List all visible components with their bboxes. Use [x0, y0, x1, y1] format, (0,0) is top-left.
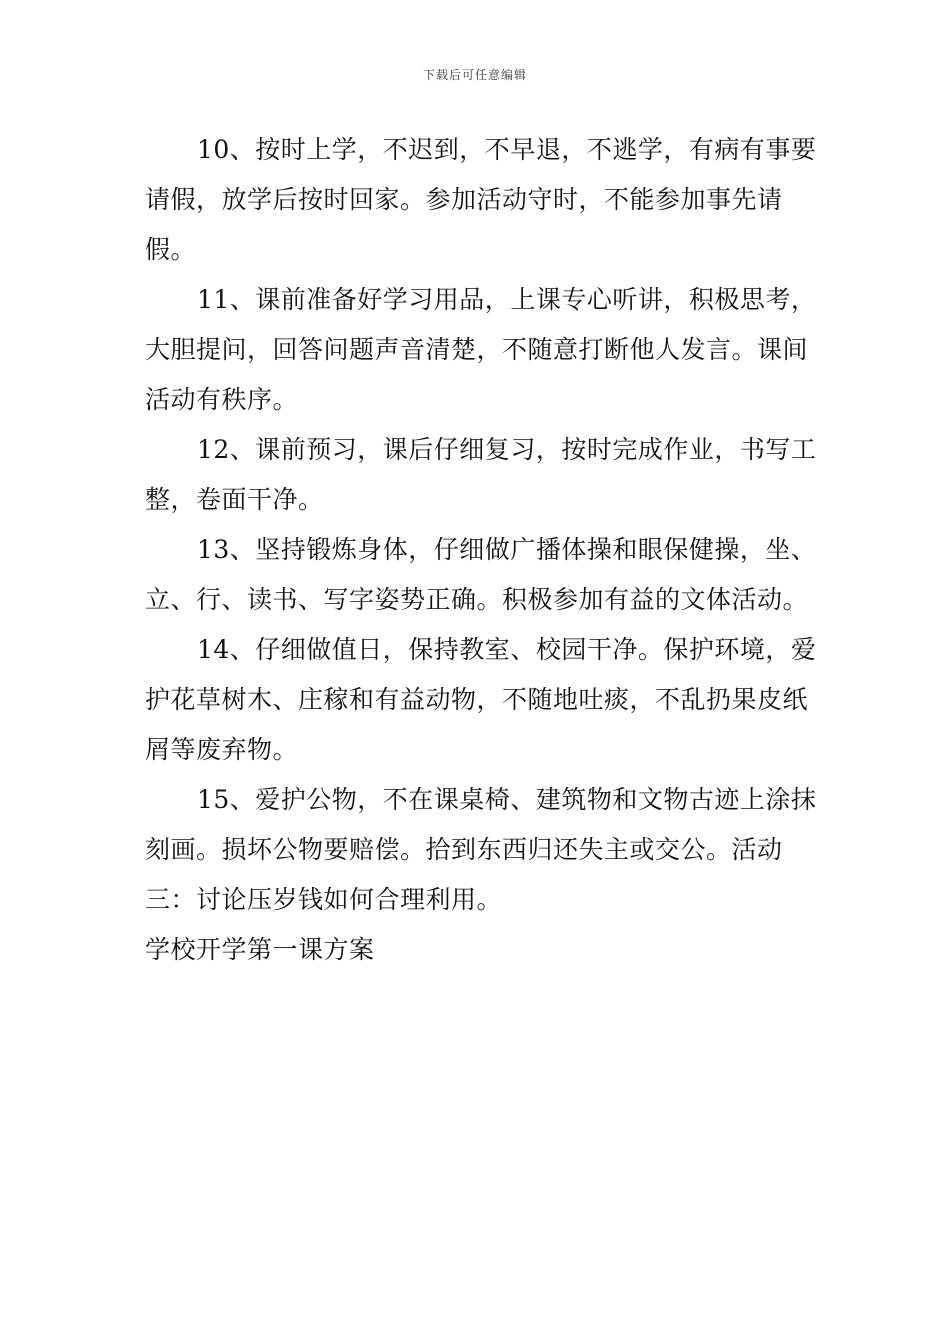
- paragraph-15: 15、爱护公物，不在课桌椅、建筑物和文物古迹上涂抹刻画。损坏公物要赔偿。拾到东西归还失主或交公。活动三：讨论压岁钱如何合理利用。: [145, 785, 817, 914]
- paragraph-12: 12、课前预习，课后仔细复习，按时完成作业，书写工整，卷面干净。: [145, 435, 817, 514]
- closing-title: 学校开学第一课方案: [145, 935, 375, 964]
- header-note: 下载后可任意编辑: [422, 68, 527, 82]
- paragraph-10: 10、按时上学，不迟到，不早退，不逃学，有病有事要请假，放学后按时回家。参加活动守时，不能参加事先请假。: [145, 135, 817, 264]
- paragraph-13: 13、坚持锻炼身体，仔细做广播体操和眼保健操，坐、立、行、读书、写字姿势正确。积极参加有益的文体活动。: [145, 535, 817, 614]
- document-body: [145, 125, 830, 975]
- paragraph-11: 11、课前准备好学习用品，上课专心听讲，积极思考，大胆提问，回答问题声音清楚，不随意打断他人发言。课间活动有秩序。: [145, 285, 817, 414]
- paragraph-14: 14、仔细做值日，保持教室、校园干净。保护环境，爱护花草树木、庄稼和有益动物，不随地吐痰，不乱扔果皮纸屑等废弃物。: [145, 635, 817, 764]
